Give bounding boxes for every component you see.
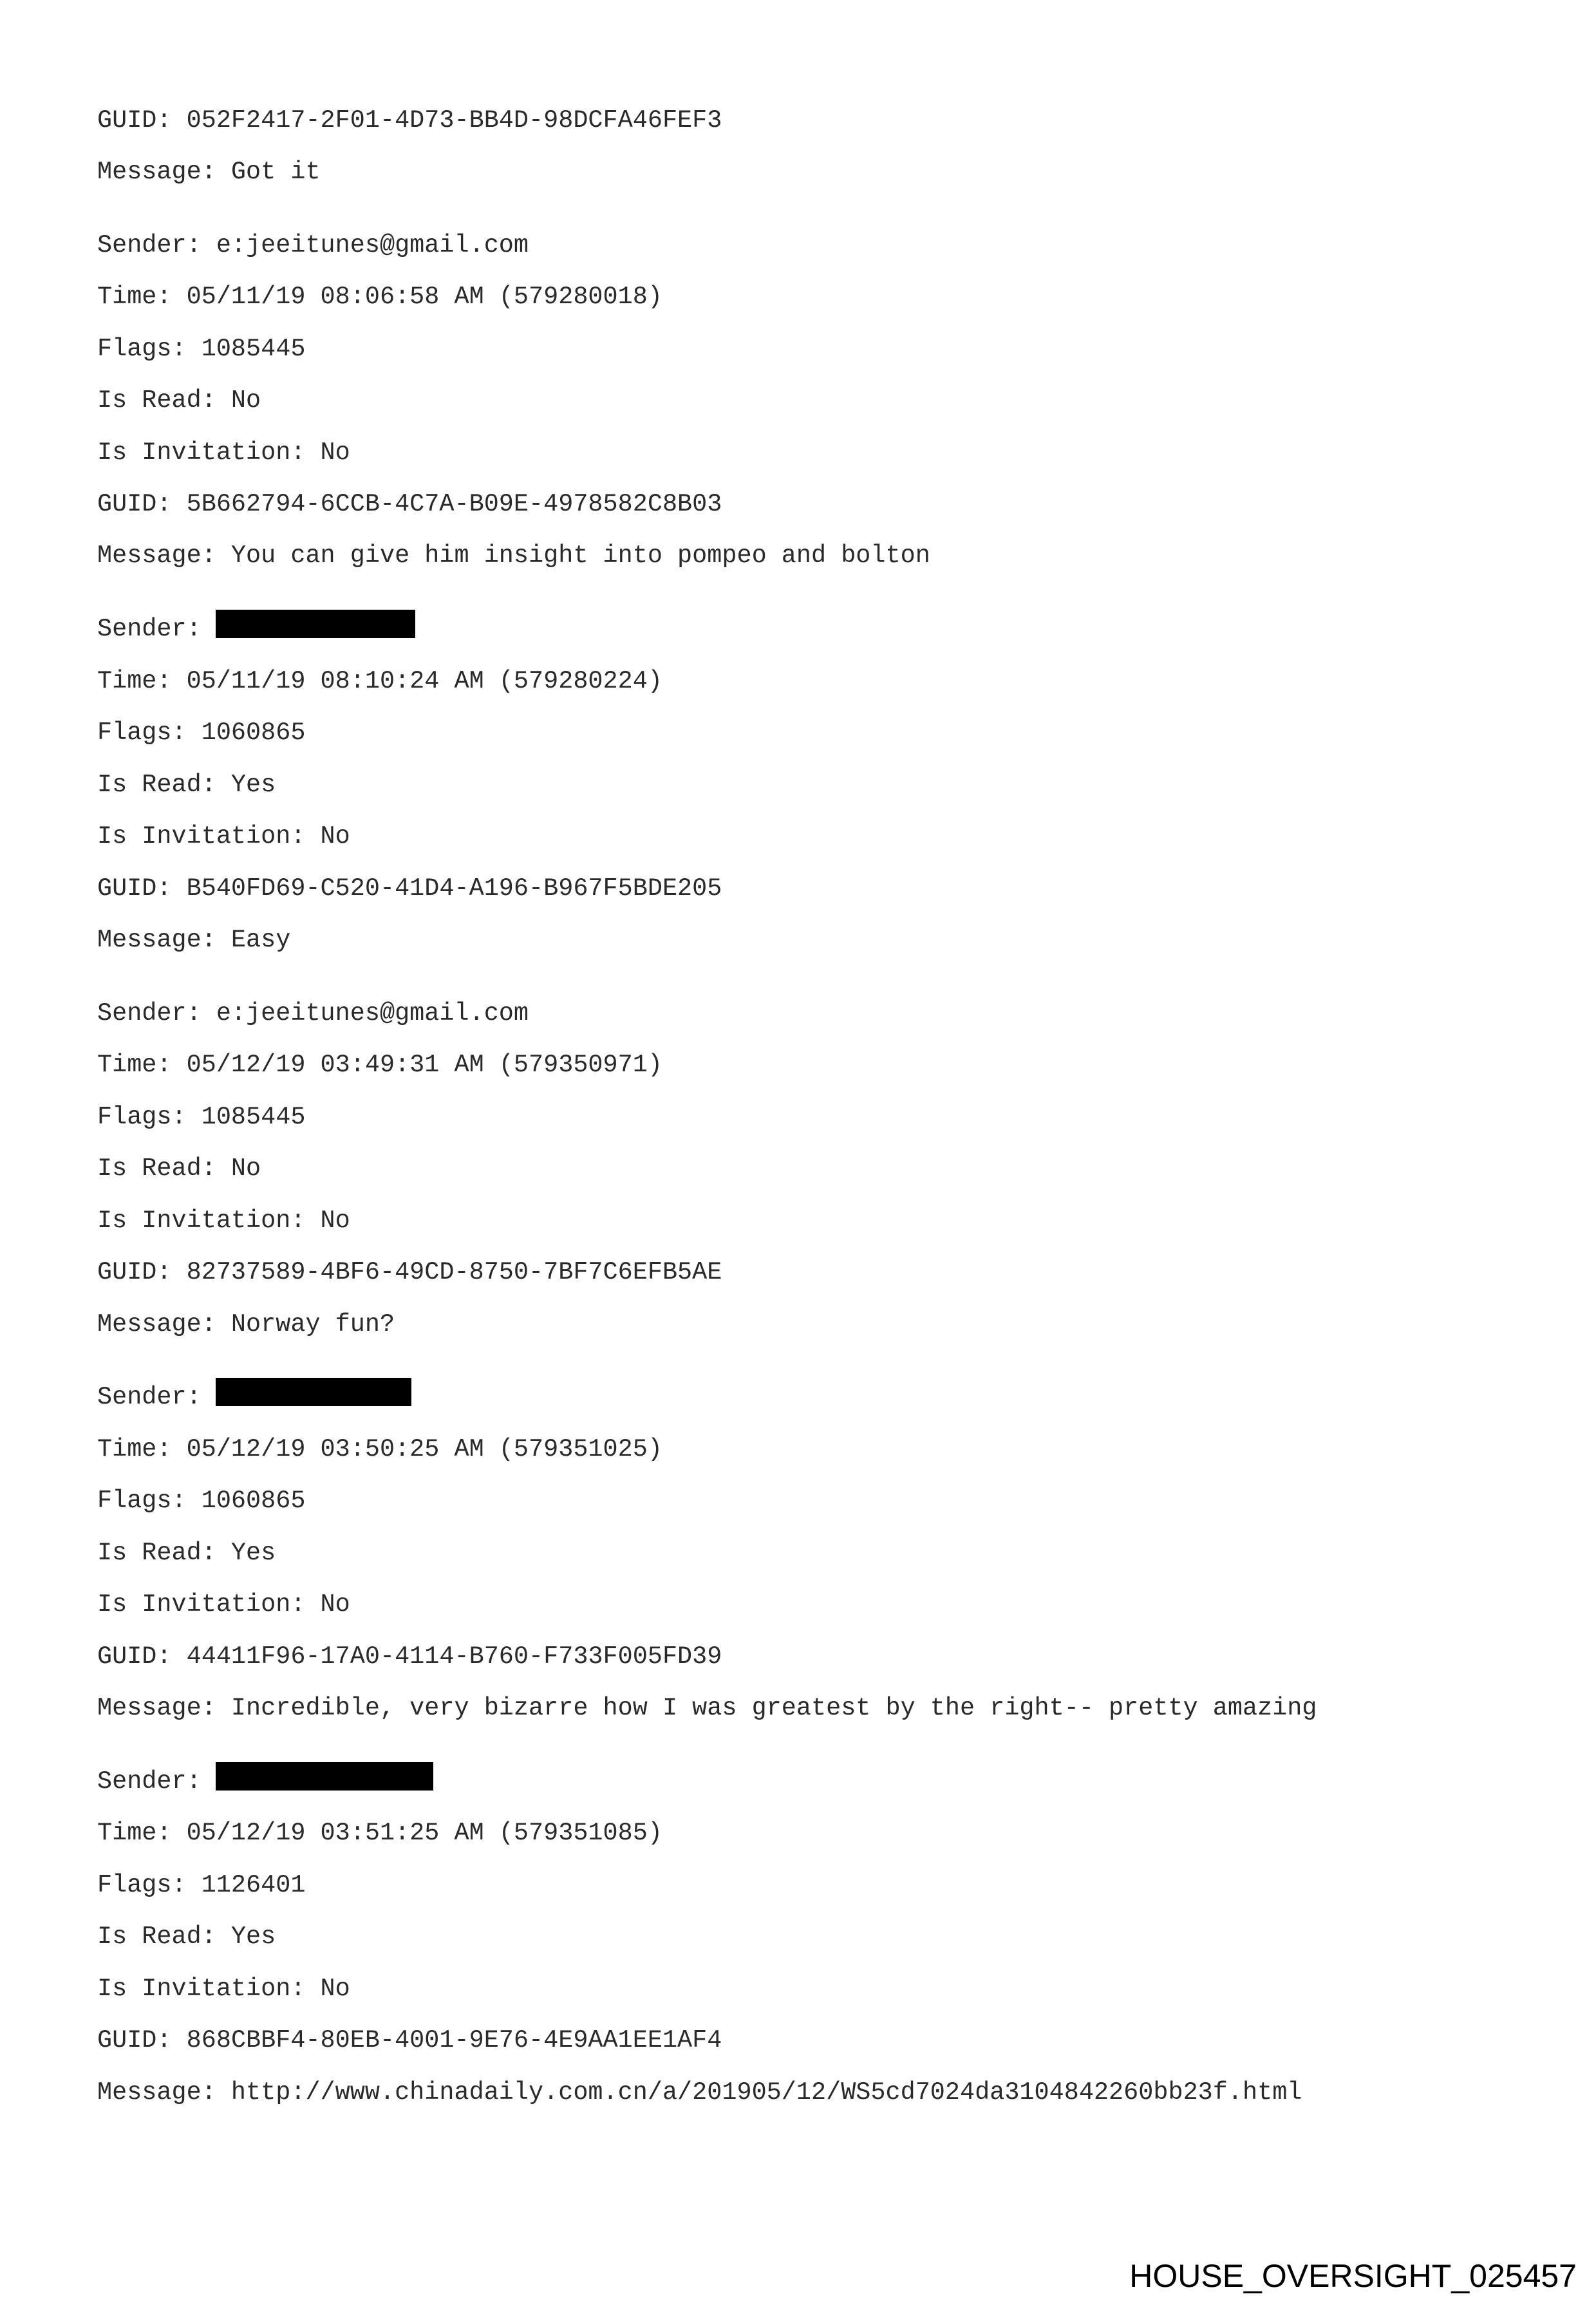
sender-label: Sender: [97,1767,202,1796]
sender-line-redacted [97,1766,433,1797]
time-line: Time: 05/11/19 08:10:24 AM (579280224) [97,667,662,695]
guid-line: GUID: 5B662794-6CCB-4C7A-B09E-4978582C8B03 [97,490,722,518]
flags-line: Flags: 1085445 [97,335,306,363]
guid-line: GUID: 44411F96-17A0-4114-B760-F733F005FD39 [97,1642,722,1671]
redaction-box [216,1762,433,1791]
flags-line: Flags: 1085445 [97,1103,306,1131]
message-line: Message: Easy [97,926,291,954]
is-read-line: Is Read: Yes [97,1922,276,1951]
message-line: Message: Norway fun? [97,1310,395,1339]
flags-line: Flags: 1060865 [97,719,306,747]
guid-line: GUID: 868CBBF4-80EB-4001-9E76-4E9AA1EE1AF4 [97,2026,722,2054]
time-line: Time: 05/12/19 03:51:25 AM (579351085) [97,1819,662,1847]
flags-line: Flags: 1126401 [97,1871,306,1899]
message-line: Message: http://www.chinadaily.com.cn/a/201905/12/WS5cd7024da3104842260bb23f.html [97,2078,1302,2107]
is-read-line: Is Read: Yes [97,771,276,799]
message-line: Message: Incredible, very bizarre how I was greatest by the right-- pretty amazing [97,1694,1317,1722]
guid-line: GUID: 82737589-4BF6-49CD-8750-7BF7C6EFB5AE [97,1258,722,1286]
bates-stamp: HOUSE_OVERSIGHT_025457 [1129,2258,1577,2294]
flags-line: Flags: 1060865 [97,1487,306,1515]
document-page [97,0,1546,2303]
is-read-line: Is Read: No [97,1154,261,1183]
time-line: Time: 05/12/19 03:49:31 AM (579350971) [97,1051,662,1079]
sender-line: Sender: e:jeeitunes@gmail.com [97,231,529,259]
is-invitation-line: Is Invitation: No [97,1590,350,1619]
is-invitation-line: Is Invitation: No [97,822,350,851]
is-read-line: Is Read: No [97,386,261,415]
sender-line-redacted [97,614,415,644]
guid-line: GUID: B540FD69-C520-41D4-A196-B967F5BDE205 [97,874,722,903]
redaction-box [216,1378,411,1406]
sender-label: Sender: [97,615,202,643]
time-line: Time: 05/11/19 08:06:58 AM (579280018) [97,283,662,311]
is-invitation-line: Is Invitation: No [97,1207,350,1235]
is-read-line: Is Read: Yes [97,1539,276,1567]
guid-line: GUID: 052F2417-2F01-4D73-BB4D-98DCFA46FEF3 [97,106,722,135]
time-line: Time: 05/12/19 03:50:25 AM (579351025) [97,1435,662,1463]
message-line: Message: Got it [97,158,321,186]
is-invitation-line: Is Invitation: No [97,438,350,467]
sender-label: Sender: [97,1383,202,1411]
sender-line: Sender: e:jeeitunes@gmail.com [97,999,529,1028]
message-line: Message: You can give him insight into pompeo and bolton [97,541,930,570]
redaction-box [216,610,415,638]
is-invitation-line: Is Invitation: No [97,1975,350,2003]
sender-line-redacted [97,1382,411,1413]
